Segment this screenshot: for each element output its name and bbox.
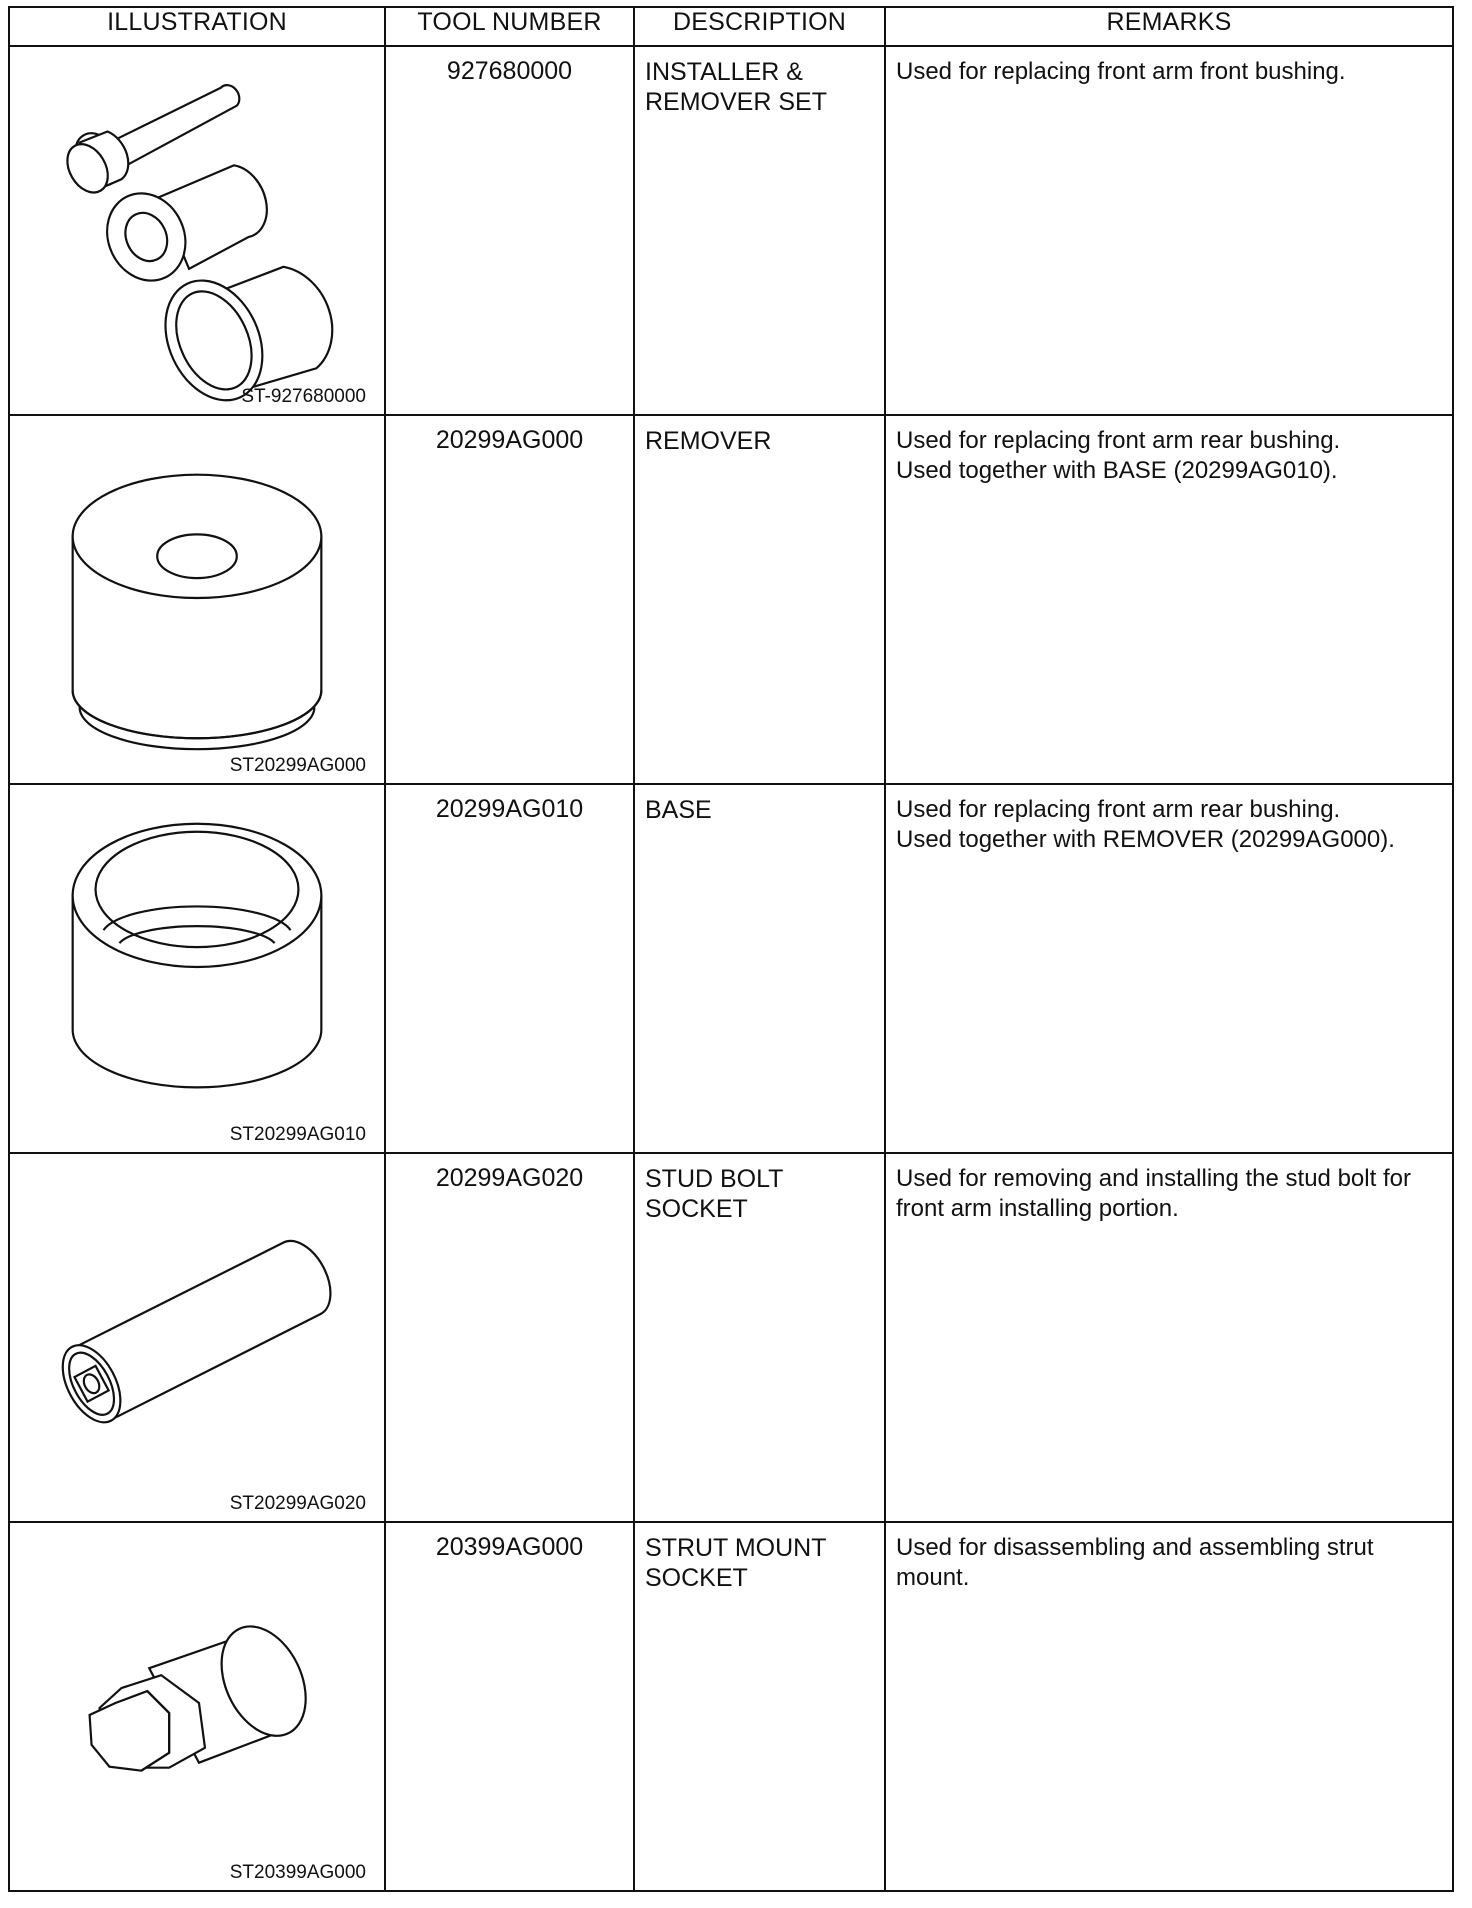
- illustration-cell: [9, 1522, 385, 1891]
- description-line: STUD BOLT: [645, 1165, 784, 1193]
- illustration-code: ST-927680000: [241, 386, 366, 407]
- remarks: [885, 1153, 1453, 1522]
- description: [634, 415, 885, 784]
- remarks-line: Used for removing and installing the stud bolt for: [896, 1165, 1411, 1192]
- illustration-cell: [9, 46, 385, 415]
- description-line: SOCKET: [645, 1564, 748, 1592]
- header-remarks: REMARKS: [885, 7, 1453, 46]
- description: [634, 1153, 885, 1522]
- table-row: [9, 1153, 1453, 1522]
- table-row: [9, 46, 1453, 415]
- special-tools-table: [8, 6, 1454, 1892]
- table-row: [9, 1522, 1453, 1891]
- description-line: REMOVER: [645, 427, 772, 455]
- tool-number: 927680000: [385, 46, 634, 415]
- remarks-line: Used together with BASE (20299AG010).: [896, 457, 1338, 484]
- stud-bolt-socket-icon: [10, 1154, 384, 1521]
- description: [634, 784, 885, 1153]
- remarks-line: Used for disassembling and assembling strut: [896, 1534, 1374, 1561]
- remarks-line: Used together with REMOVER (20299AG000).: [896, 826, 1395, 853]
- base-icon: [10, 785, 384, 1152]
- description-line: REMOVER SET: [645, 88, 827, 116]
- illustration-cell: [9, 415, 385, 784]
- strut-mount-socket-icon: [10, 1523, 384, 1890]
- illustration-code: ST20299AG000: [229, 755, 366, 776]
- illustration-code: ST20299AG020: [229, 1493, 366, 1514]
- remarks-line: Used for replacing front arm rear bushing.: [896, 796, 1341, 823]
- tool-number: 20399AG000: [385, 1522, 634, 1891]
- remarks-line: Used for replacing front arm rear bushing.: [896, 427, 1341, 454]
- remarks: [885, 1522, 1453, 1891]
- description-line: STRUT MOUNT: [645, 1534, 827, 1562]
- remover-icon: [10, 416, 384, 783]
- illustration-cell: [9, 784, 385, 1153]
- installer-remover-set-icon: [10, 47, 384, 414]
- remarks-line: mount.: [896, 1564, 970, 1591]
- illustration-code: ST20299AG010: [229, 1124, 366, 1145]
- remarks-line: Used for replacing front arm front bushing.: [896, 58, 1346, 85]
- table-row: [9, 784, 1453, 1153]
- description-line: SOCKET: [645, 1195, 748, 1223]
- table-row: [9, 415, 1453, 784]
- remarks: [885, 46, 1453, 415]
- tool-number: 20299AG010: [385, 784, 634, 1153]
- tool-number: 20299AG000: [385, 415, 634, 784]
- description: [634, 46, 885, 415]
- tool-number: 20299AG020: [385, 1153, 634, 1522]
- description-line: INSTALLER &: [645, 58, 803, 86]
- header-illustration: ILLUSTRATION: [9, 7, 385, 46]
- illustration-code: ST20399AG000: [229, 1862, 366, 1883]
- remarks: [885, 784, 1453, 1153]
- header-description: DESCRIPTION: [634, 7, 885, 46]
- illustration-cell: [9, 1153, 385, 1522]
- description: [634, 1522, 885, 1891]
- table-header-row: [9, 7, 1453, 46]
- header-tool-number: TOOL NUMBER: [385, 7, 634, 46]
- description-line: BASE: [645, 796, 712, 824]
- remarks: [885, 415, 1453, 784]
- remarks-line: front arm installing portion.: [896, 1195, 1179, 1222]
